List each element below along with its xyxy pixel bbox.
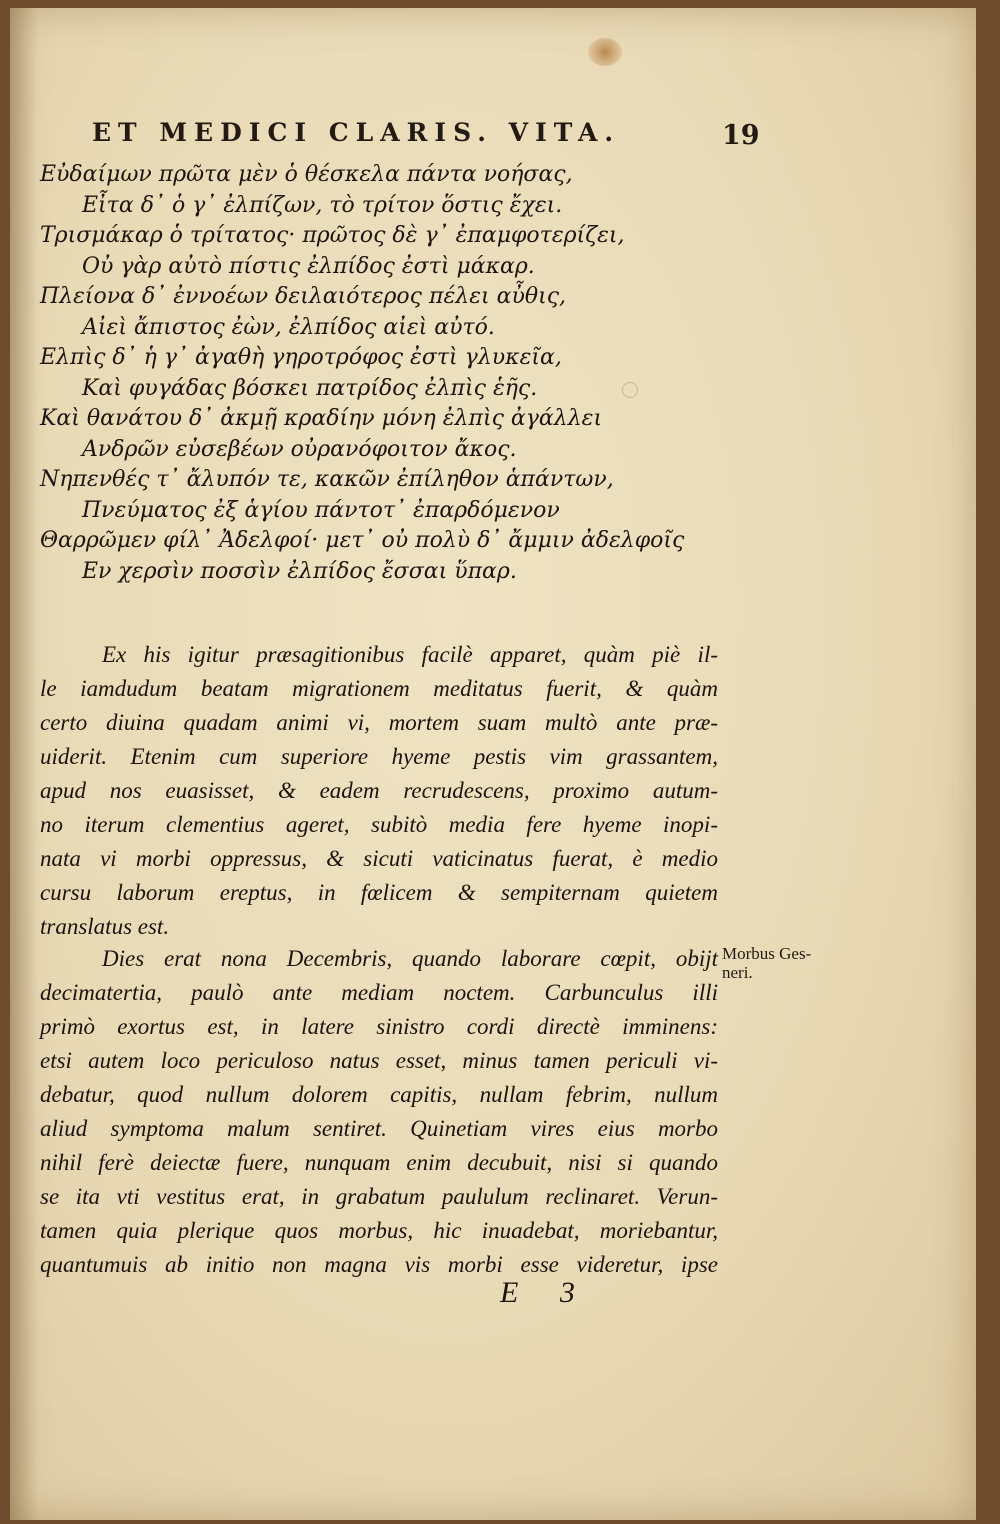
greek-verse-line: Αἰεὶ ἄπιστος ἐὼν, ἐλπίδος αἰεὶ αὐτό. — [82, 314, 495, 340]
text-line: debatur, quod nullum dolorem capitis, nullam febrim, nullum — [40, 1082, 718, 1107]
greek-verse-line: Νηπενθές τ᾽ ἄλυπόν τε, κακῶν ἐπίληθον ἁπάντων, — [40, 467, 614, 492]
text-line: le iamdudum beatam migrationem meditatus fuerit, & quàm — [40, 676, 718, 701]
greek-verse-line: Εν χερσὶν ποσσὶν ἐλπίδος ἔσσαι ὕπαρ. — [82, 558, 517, 584]
paper-stain — [588, 38, 622, 66]
greek-verse-line: Ανδρῶν εὐσεβέων οὐρανόφοιτον ἄκος. — [82, 436, 517, 462]
text-line: certo diuina quadam animi vi, mortem suam multò ante præ- — [40, 710, 718, 735]
text-line: decimatertia, paulò ante mediam noctem. Carbunculus illi — [40, 980, 718, 1005]
greek-verse-line: Ελπὶς δ᾽ ἡ γ᾽ ἀγαθὴ γηροτρόφος ἐστὶ γλυκεῖα, — [40, 345, 562, 370]
text-line: translatus est. — [40, 914, 170, 939]
text-line: primò exortus est, in latere sinistro cordi directè imminens: — [40, 1014, 718, 1039]
greek-verse-line: Καὶ θανάτου δ᾽ ἀκμῇ κραδίην μόνη ἐλπὶς ἀγάλλει — [40, 406, 603, 431]
paragraph-morbus — [40, 942, 718, 1282]
greek-verse-line: Θαρρῶμεν φίλ᾽ Ἀδελφοί· μετ᾽ οὐ πολὺ δ᾽ ἄμμιν ἀδελφοῖς — [40, 528, 685, 553]
text-line: Dies erat nona Decembris, quando laborare cœpit, obijt — [102, 946, 718, 971]
text-line: no iterum clementius ageret, subitò media fere hyeme inopi- — [40, 812, 718, 837]
greek-verse-line: Καὶ φυγάδας βόσκει πατρίδος ἐλπὶς ἑῆς. — [82, 375, 538, 401]
paragraph-praesagitiones — [40, 638, 718, 944]
greek-verse-line: Πνεύματος ἐξ ἁγίου πάντοτ᾽ ἐπαρδόμενον — [82, 497, 560, 523]
greek-verses — [40, 160, 720, 587]
text-line: cursu laborum ereptus, in fœlicem & sempiternam quietem — [40, 880, 718, 905]
greek-verse-line: Οὐ γὰρ αὐτὸ πίστις ἐλπίδος ἐστὶ μάκαρ. — [82, 253, 535, 279]
text-line: apud nos euasisset, & eadem recrudescens, proximo autum- — [40, 778, 718, 803]
greek-verse-line: Εὐδαίμων πρῶτα μὲν ὁ θέσκελα πάντα νοήσας, — [40, 162, 573, 187]
text-line: se ita vti vestitus erat, in grabatum paululum reclinaret. Verun- — [40, 1184, 718, 1209]
text-line: nata vi morbi oppressus, & sicuti vaticinatus fuerat, è medio — [40, 846, 718, 871]
greek-verse-line: Τρισμάκαρ ὁ τρίτατος· πρῶτος δὲ γ᾽ ἐπαμφοτερίζει, — [40, 223, 625, 248]
text-line: etsi autem loco periculoso natus esset, minus tamen periculi vi- — [40, 1048, 718, 1073]
greek-verse-line: Εἶτα δ᾽ ὁ γ᾽ ἐλπίζων, τὸ τρίτον ὅστις ἔχει. — [82, 192, 563, 218]
signature-mark: E 3 — [500, 1276, 575, 1309]
text-line: Ex his igitur præsagitionibus facilè apparet, quàm piè il- — [102, 642, 718, 667]
text-line: quantumuis ab initio non magna vis morbi esse videretur, ipse — [40, 1252, 718, 1277]
text-line: tamen quia plerique quos morbus, hic inuadebat, moriebantur, — [40, 1218, 718, 1243]
gutter-shadow — [10, 8, 38, 1520]
text-line: aliud symptoma malum sentiret. Quinetiam vires eius morbo — [40, 1116, 718, 1141]
folio-number: 19 — [722, 120, 760, 151]
text-line: nihil ferè deiectæ fuere, nunquam enim decubuit, nisi si quando — [40, 1150, 718, 1175]
greek-verse-line: Πλείονα δ᾽ ἐννοέων δειλαιότερος πέλει αὖθις, — [40, 284, 567, 309]
margin-note-line: Morbus Ges- — [722, 944, 812, 963]
running-head: ET MEDICI CLARIS. VITA. — [92, 118, 621, 147]
text-line: uiderit. Etenim cum superiore hyeme pestis vim grassantem, — [40, 744, 718, 769]
margin-note-line: neri. — [722, 963, 753, 982]
margin-note — [722, 944, 811, 982]
